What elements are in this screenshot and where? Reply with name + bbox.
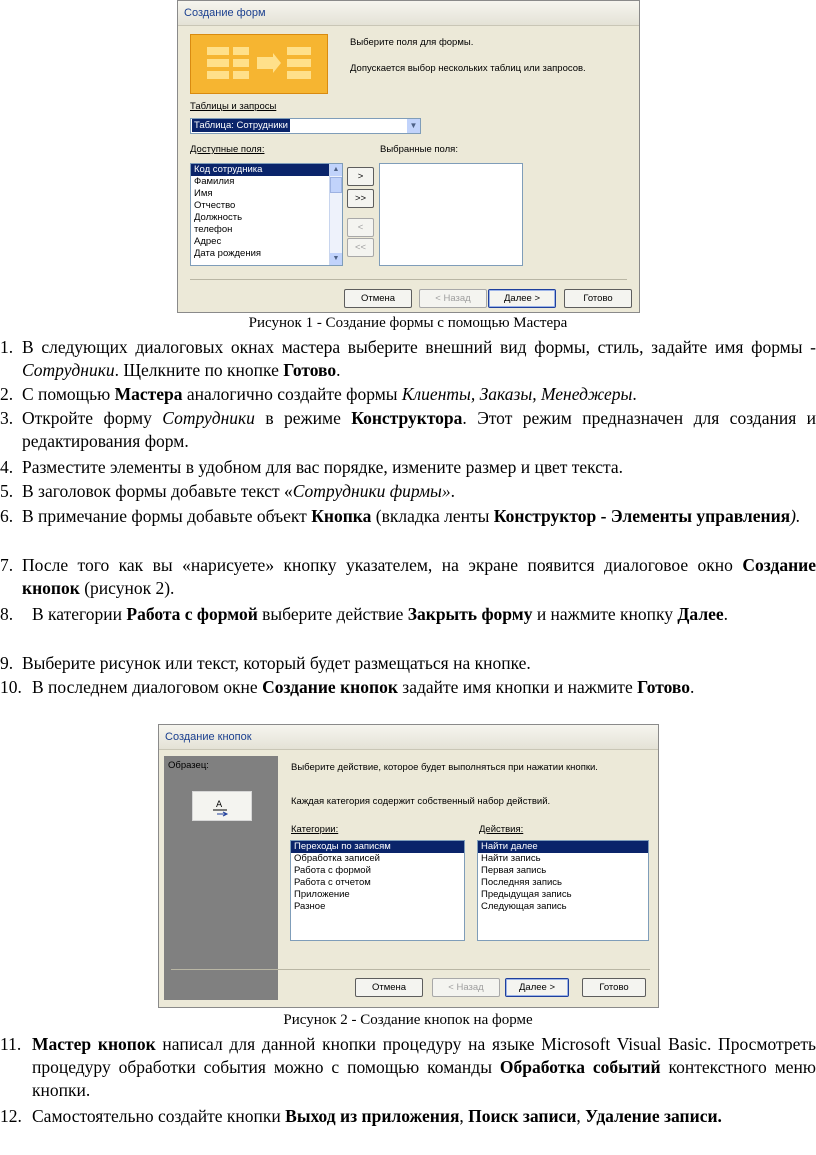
chevron-down-icon[interactable]: ▼: [407, 119, 420, 133]
find-next-icon: [193, 792, 251, 820]
list-item[interactable]: Работа с отчетом: [294, 877, 371, 888]
list-item-4: 4. Разместите элементы в удобном для вас порядке, измените размер и цвет текста.: [0, 457, 624, 477]
list-item[interactable]: Отчество: [194, 200, 236, 211]
list-item[interactable]: Найти далее: [478, 841, 648, 853]
wizard-illustration: [190, 34, 328, 94]
tables-combobox[interactable]: [190, 118, 421, 134]
scrollbar-thumb[interactable]: [330, 177, 342, 193]
finish-button[interactable]: Готово: [564, 289, 632, 308]
selected-fields-label: Выбранные поля:: [380, 144, 458, 155]
list-item-3: 3. Откройте форму Сотрудники в режиме Конструктора. Этот режим предназначен для создания и редактирования форм.: [0, 408, 816, 451]
list-item[interactable]: Приложение: [294, 889, 350, 900]
chevron-up-icon[interactable]: ▲: [330, 164, 342, 176]
form-wizard-dialog: [177, 0, 640, 313]
list-item[interactable]: Дата рождения: [194, 248, 262, 259]
list-item-11: 11. Мастер кнопок написал для данной кнопки процедуру на языке Microsoft Visual Basic. Просмотреть процедуру обработки события можно с помощью команды Обработка событий контекстного меню кнопки.: [0, 1034, 816, 1100]
list-item-5: 5. В заголовок формы добавьте текст «Сотрудники фирмы».: [0, 481, 455, 501]
list-item[interactable]: Первая запись: [481, 865, 547, 876]
cancel-button[interactable]: Отмена: [355, 978, 423, 997]
list-item[interactable]: Фамилия: [194, 176, 235, 187]
figure-2-caption: Рисунок 2 - Создание кнопок на форме: [283, 1012, 533, 1028]
chevron-down-icon[interactable]: ▼: [330, 253, 342, 265]
move-all-button[interactable]: >>: [347, 189, 374, 208]
list-item-10: 10. В последнем диалоговом окне Создание кнопок задайте имя кнопки и нажмите Готово.: [0, 677, 695, 697]
button-wizard-intro2: Каждая категория содержит собственный набор действий.: [291, 796, 551, 807]
list-item[interactable]: Последняя запись: [481, 877, 562, 888]
divider: [171, 969, 650, 970]
remove-one-button[interactable]: <: [347, 218, 374, 237]
categories-list[interactable]: [290, 840, 465, 941]
form-wizard-title: Создание форм: [178, 1, 639, 26]
list-item-1: 1. В следующих диалоговых окнах мастера выберите внешний вид формы, стиль, задайте имя формы - Сотрудники. Щелкните по кнопке Готово.: [0, 337, 816, 380]
list-item-7: 7. После того как вы «нарисуете» кнопку указателем, на экране появится диалоговое окно Создание кнопок (рисунок 2).: [0, 555, 816, 598]
list-item-9: 9. Выберите рисунок или текст, который будет размещаться на кнопке.: [0, 653, 531, 673]
list-item-12: 12. Самостоятельно создайте кнопки Выход из приложения, Поиск записи, Удаление записи.: [0, 1106, 722, 1126]
list-item[interactable]: Разное: [294, 901, 326, 912]
sample-button-preview: [192, 791, 252, 821]
divider: [190, 279, 627, 280]
cancel-button[interactable]: Отмена: [344, 289, 412, 308]
list-item[interactable]: Должность: [194, 212, 243, 223]
list-item[interactable]: Найти запись: [481, 853, 541, 864]
tables-label: Таблицы и запросы: [190, 101, 277, 112]
sample-label: Образец:: [168, 760, 209, 771]
list-item[interactable]: Работа с формой: [294, 865, 371, 876]
svg-text:A: A: [216, 800, 223, 810]
back-button[interactable]: < Назад: [419, 289, 487, 308]
categories-label: Категории:: [291, 824, 339, 835]
wizard-intro-line2: Допускается выбор нескольких таблиц или запросов.: [350, 63, 586, 74]
actions-list[interactable]: [477, 840, 649, 941]
list-item[interactable]: Код сотрудника: [191, 164, 342, 176]
list-item-8: 8. В категории Работа с формой выберите действие Закрыть форму и нажмите кнопку Далее.: [0, 604, 729, 624]
form-layout-icon: [191, 35, 327, 93]
move-one-button[interactable]: >: [347, 167, 374, 186]
list-item[interactable]: телефон: [194, 224, 233, 235]
list-item[interactable]: Адрес: [194, 236, 222, 247]
back-button[interactable]: < Назад: [432, 978, 500, 997]
list-item[interactable]: Переходы по записям: [291, 841, 464, 853]
next-button[interactable]: Далее >: [505, 978, 569, 997]
button-wizard-intro1: Выберите действие, которое будет выполняться при нажатии кнопки.: [291, 762, 598, 773]
list-item-6: 6. В примечание формы добавьте объект Кнопка (вкладка ленты Конструктор - Элементы управления).: [0, 506, 801, 526]
figure-1-caption: Рисунок 1 - Создание формы с помощью Мастера: [248, 315, 568, 331]
list-item[interactable]: Предыдущая запись: [481, 889, 572, 900]
wizard-intro-line1: Выберите поля для формы.: [350, 37, 474, 48]
next-button[interactable]: Далее >: [488, 289, 556, 308]
actions-label: Действия:: [479, 824, 524, 835]
remove-all-button[interactable]: <<: [347, 238, 374, 257]
scrollbar[interactable]: [329, 164, 342, 265]
sample-panel: [164, 756, 278, 1000]
button-wizard-title: Создание кнопок: [159, 725, 658, 750]
available-fields-list[interactable]: [190, 163, 343, 266]
finish-button[interactable]: Готово: [582, 978, 646, 997]
list-item-2: 2. С помощью Мастера аналогично создайте формы Клиенты, Заказы, Менеджеры.: [0, 384, 637, 404]
button-wizard-dialog: [158, 724, 659, 1008]
tables-combobox-value: Таблица: Сотрудники: [194, 120, 288, 131]
list-item[interactable]: Следующая запись: [481, 901, 567, 912]
list-item[interactable]: Имя: [194, 188, 213, 199]
selected-fields-list[interactable]: [379, 163, 523, 266]
list-item[interactable]: Обработка записей: [294, 853, 380, 864]
available-fields-label: Доступные поля:: [190, 144, 265, 155]
